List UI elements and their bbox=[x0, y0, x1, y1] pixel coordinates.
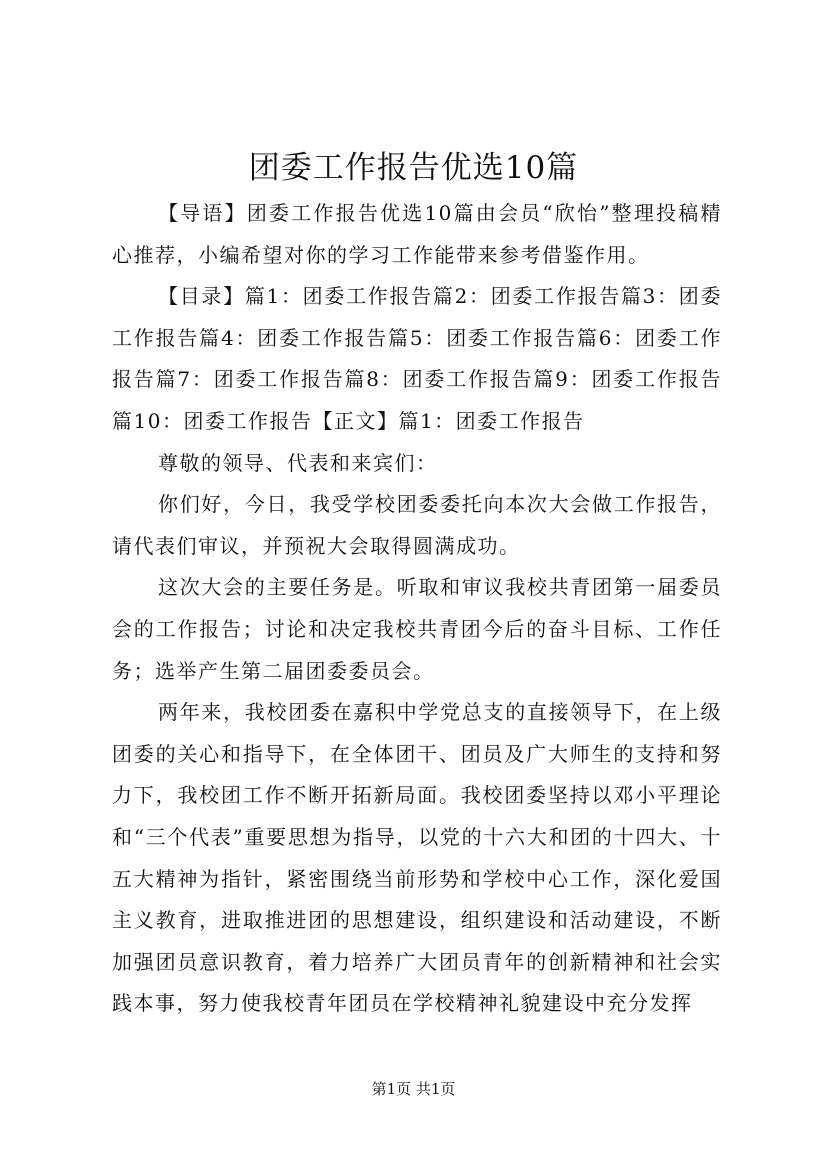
intro-paragraph: 【导语】团委工作报告优选10篇由会员“欣怡”整理投稿精心推荐，小编希望对你的学习工作能带来参考借鉴作用。 bbox=[112, 201, 722, 267]
review-paragraph: 两年来，我校团委在嘉积中学党总支的直接领导下，在上级团委的关心和指导下，在全体团干、团员及广大师生的支持和努力下，我校团工作不断开拓新局面。我校团委坚持以邓小平理论和“三个代表”重要思想为指导，以党的十六大和团的十四大、十五大精神为指针，紧密围绕当前形势和学校中心工作，深化爱国主义教育，进取推进团的思想建设，组织建设和活动建设，不断加强团员意识教育，着力培养广大团员青年的创新精神和社会实践本事，努力使我校青年团员在学校精神礼貌建设中充分发挥 bbox=[112, 700, 722, 1016]
document-body bbox=[112, 193, 722, 1025]
greeting-paragraph: 你们好，今日，我受学校团委委托向本次大会做工作报告，请代表们审议，并预祝大会取得圆满成功。 bbox=[112, 492, 722, 558]
page-number: 第1页 共1页 bbox=[371, 1080, 456, 1098]
tasks-paragraph: 这次大会的主要任务是。听取和审议我校共青团第一届委员会的工作报告；讨论和决定我校共青团今后的奋斗目标、工作任务；选举产生第二届团委委员会。 bbox=[112, 575, 722, 683]
contents-paragraph: 【目录】篇1：团委工作报告篇2：团委工作报告篇3：团委工作报告篇4：团委工作报告篇5：团委工作报告篇6：团委工作报告篇7：团委工作报告篇8：团委工作报告篇9：团委工作报告篇10：团委工作报告【正文】篇1：团委工作报告 bbox=[112, 284, 722, 433]
document-title: 团委工作报告优选10篇 bbox=[248, 150, 579, 186]
salutation-paragraph: 尊敬的领导、代表和来宾们： bbox=[158, 450, 438, 475]
